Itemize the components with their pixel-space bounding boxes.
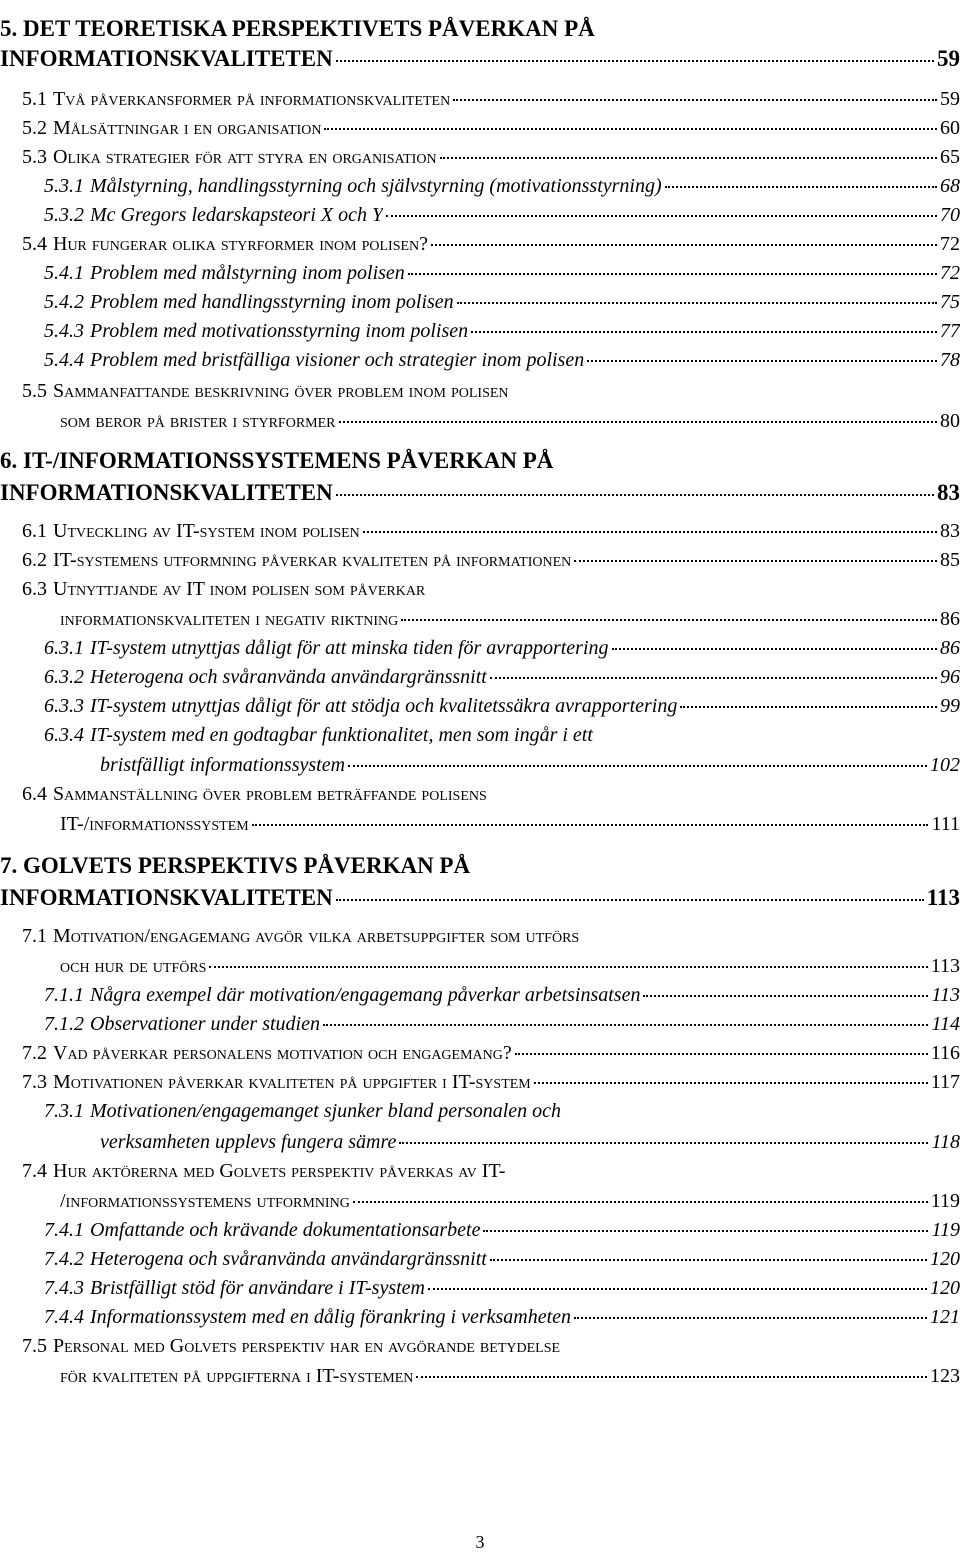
dot-leader [431,244,937,246]
toc-entry-number: 5.4.1 [44,262,84,284]
dot-leader [440,157,937,159]
toc-entry-number: 5.1 [22,88,47,110]
dot-leader [336,899,924,901]
toc-page-number: 113 [931,984,960,1006]
toc-entry-number: 7.4.4 [44,1306,84,1328]
toc-entry-line1 [0,853,470,879]
dot-leader [471,331,937,333]
toc-entry-title-line2: INFORMATIONSKVALITETEN [0,885,333,910]
page-number: 3 [475,1532,485,1552]
toc-entry-line [22,88,960,111]
toc-entry-line2 [0,480,960,506]
toc-entry-line2 [0,46,960,72]
toc-page-number: 80 [940,410,960,432]
dot-leader [386,215,937,217]
toc-entry-line1 [0,578,425,601]
toc-entry-line [44,291,960,314]
toc-entry-number: 7.4.1 [44,1219,84,1241]
toc-entry-title-line1: Personal med Golvets perspektiv har en avgörande betydelse [53,1335,561,1357]
toc-page-number: 117 [930,1071,960,1093]
toc-entry-title-line2: och hur de utförs [60,955,207,977]
toc-entry-line [44,1219,960,1242]
toc-page-number: 78 [940,349,960,371]
toc-entry-line1 [0,380,509,403]
dot-leader [643,995,928,997]
toc-entry-title: Mc Gregors ledarskapsteori X och Y [90,204,384,226]
toc-entry-number: 7.3.1 [44,1100,84,1122]
toc-entry-line1 [0,783,487,806]
toc-entry-line [44,1013,960,1036]
toc-entry-title: Två påverkansformer på informationskvaliteten [53,88,451,110]
toc-entry-title: Motivationen påverkar kvaliteten på uppgifter i IT-system [53,1071,531,1093]
toc-entry-title: Målsättningar i en organisation [53,117,322,139]
toc-entry-line2 [60,813,960,836]
toc-entry-line1 [0,925,579,948]
toc-page-number: 83 [937,480,960,505]
toc-chapter-title-line1: 7. GOLVETS PERSPEKTIVS PÅVERKAN PÅ [0,853,471,878]
dot-leader [574,1317,927,1319]
toc-entry-title: Olika strategier för att styra en organisation [53,146,437,168]
toc-page-number: 60 [940,117,960,139]
toc-entry-title-line1: Hur aktörerna med Golvets perspektiv påverkas av IT- [53,1160,506,1182]
toc-entry-title: Utveckling av IT-system inom polisen [53,520,360,542]
toc-entry-line [44,1306,960,1329]
toc-page-number: 59 [937,46,960,71]
toc-page-number: 99 [940,695,960,717]
toc-entry-title: Problem med handlingsstyrning inom polisen [90,291,454,313]
toc-page-number: 77 [940,320,960,342]
toc-entry-line [44,262,960,285]
toc-entry-number: 7.1.2 [44,1013,84,1035]
toc-page-number: 114 [931,1013,960,1035]
dot-leader [453,99,937,101]
toc-entry-title-line1: Sammanställning över problem beträffande polisens [53,783,487,805]
dot-leader [399,1142,928,1144]
toc-page-number: 121 [930,1306,960,1328]
toc-entry-number: 6.3.3 [44,695,84,717]
toc-entry-number: 7.1 [22,925,47,947]
toc-page-number: 119 [930,1190,960,1212]
toc-entry-line [44,695,960,718]
toc-entry-title-line1: IT-system med en godtagbar funktionalitet, men som ingår i ett [90,724,593,746]
toc-entry-line [44,175,960,198]
dot-leader [457,302,937,304]
toc-entry-number: 7.3 [22,1071,47,1093]
toc-entry-number: 5.4.2 [44,291,84,313]
toc-page-number: 86 [940,637,960,659]
toc-entry-number: 7.5 [22,1335,47,1357]
toc-page-number: 83 [940,520,960,542]
toc-entry-title: Heterogena och svåranvända användargränssnitt [90,1248,487,1270]
toc-entry-number: 6.3.4 [44,724,84,746]
toc-entry-number: 5.4.4 [44,349,84,371]
dot-leader [324,128,937,130]
toc-entry-line1 [0,724,593,747]
toc-entry-number: 5.2 [22,117,47,139]
toc-entry-title: IT-systemens utformning påverkar kvaliteten på informationen [53,549,572,571]
dot-leader [483,1230,928,1232]
toc-entry-line [22,549,960,572]
dot-leader [515,1053,928,1055]
toc-entry-line2 [60,608,960,631]
toc-page-number: 75 [940,291,960,313]
toc-entry-title-line2: informationskvaliteten i negativ riktning [60,608,399,630]
toc-page-number: 72 [940,262,960,284]
toc-entry-number: 5.3.1 [44,175,84,197]
toc-entry-line1 [0,16,595,42]
toc-entry-number: 6.2 [22,549,47,571]
toc-entry-line [44,1248,960,1271]
toc-entry-title: Problem med bristfälliga visioner och strategier inom polisen [90,349,585,371]
toc-entry-line2 [0,885,960,911]
toc-page-number: 72 [940,233,960,255]
dot-leader [336,60,934,62]
toc-entry-title: Hur fungerar olika styrformer inom polisen? [53,233,429,255]
dot-leader [534,1082,928,1084]
toc-entry-title: Problem med motivationsstyrning inom polisen [90,320,469,342]
toc-entry-number: 7.1.1 [44,984,84,1006]
toc-entry-line1 [0,1160,505,1183]
toc-entry-line [44,204,960,227]
toc-entry-line [22,1071,960,1094]
dot-leader [336,494,934,496]
toc-entry-title-line1: Utnyttjande av IT inom polisen som påverkar [53,578,426,600]
toc-entry-title-line2: IT-/informationssystem [60,813,249,835]
toc-entry-title: Heterogena och svåranvända användargränssnitt [90,666,487,688]
toc-chapter-title-line1: 5. DET TEORETISKA PERSPEKTIVETS PÅVERKAN PÅ [0,16,595,41]
toc-entry-line1 [0,1100,561,1123]
dot-leader [348,765,927,767]
toc-entry-number: 6.3.2 [44,666,84,688]
toc-entry-title-line1: Motivationen/engagemanget sjunker bland personalen och [90,1100,562,1122]
toc-entry-number: 6.1 [22,520,47,542]
toc-entry-title: Problem med målstyrning inom polisen [90,262,405,284]
dot-leader [408,273,937,275]
toc-entry-line [44,349,960,372]
dot-leader [209,966,927,968]
toc-page-number: 85 [940,549,960,571]
toc-entry-title-line2: bristfälligt informationssystem [100,754,346,776]
toc-entry-title-line2: INFORMATIONSKVALITETEN [0,480,333,505]
toc-entry-line [22,520,960,543]
toc-entry-number: 5.5 [22,380,47,402]
dot-leader [339,421,937,423]
dot-leader [416,1376,927,1378]
toc-page-number: 113 [926,885,960,910]
toc-entry-number: 7.2 [22,1042,47,1064]
toc-page-number: 68 [940,175,960,197]
toc-entry-number: 5.3.2 [44,204,84,226]
toc-page-number: 65 [940,146,960,168]
dot-leader [490,677,937,679]
toc-entry-title-line1: Motivation/engagemang avgör vilka arbetsuppgifter som utförs [53,925,580,947]
toc-entry-number: 5.4.3 [44,320,84,342]
toc-entry-line [22,233,960,256]
toc-entry-title: IT-system utnyttjas dåligt för att minska tiden för avrapportering [90,637,609,659]
toc-entry-line1 [0,1335,560,1358]
toc-page-number: 102 [930,754,960,776]
toc-chapter-title-line1: 6. IT-/INFORMATIONSSYSTEMENS PÅVERKAN PÅ [0,448,554,473]
toc-entry-line [22,1042,960,1065]
toc-entry-line [44,637,960,660]
toc-entry-title: Målstyrning, handlingsstyrning och självstyrning (motivationsstyrning) [90,175,662,197]
dot-leader [401,619,937,621]
dot-leader [353,1201,928,1203]
toc-entry-title: IT-system utnyttjas dåligt för att stödja och kvalitetssäkra avrapportering [90,695,678,717]
toc-entry-line [22,146,960,169]
toc-entry-line [22,117,960,140]
dot-leader [428,1288,927,1290]
toc-entry-number: 7.4.2 [44,1248,84,1270]
dot-leader [574,560,937,562]
dot-leader [587,360,937,362]
toc-entry-line [44,320,960,343]
toc-entry-title: Vad påverkar personalens motivation och engagemang? [53,1042,512,1064]
dot-leader [612,648,938,650]
toc-entry-title: Bristfälligt stöd för användare i IT-system [90,1277,425,1299]
toc-entry-line2 [60,410,960,433]
dot-leader [363,531,937,533]
toc-entry-line1 [0,448,553,474]
toc-entry-line [44,1277,960,1300]
toc-entry-title-line2: som beror på brister i styrformer [60,410,336,432]
toc-page-number: 119 [931,1219,960,1241]
toc-entry-number: 7.4 [22,1160,47,1182]
toc-entry-line2 [60,955,960,978]
toc-entry-number: 6.3.1 [44,637,84,659]
toc-entry-title-line2: för kvaliteten på uppgifterna i IT-systemen [60,1365,414,1387]
toc-page-number: 111 [931,813,960,835]
toc-entry-title: Några exempel där motivation/engagemang påverkar arbetsinsatsen [90,984,641,1006]
dot-leader [680,706,937,708]
toc-page-number: 113 [930,955,960,977]
toc-entry-line2 [100,754,960,777]
toc-entry-title-line2: verksamheten upplevs fungera sämre [100,1131,397,1153]
toc-page-number: 123 [930,1365,960,1387]
toc-entry-title: Observationer under studien [90,1013,320,1035]
dot-leader [323,1024,929,1026]
toc-entry-number: 5.4 [22,233,47,255]
toc-entry-title-line1: Sammanfattande beskrivning över problem inom polisen [53,380,509,402]
toc-entry-title: Omfattande och krävande dokumentationsarbete [90,1219,481,1241]
toc-entry-title-line2: INFORMATIONSKVALITETEN [0,46,333,71]
dot-leader [252,824,929,826]
toc-entry-number: 6.4 [22,783,47,805]
toc-page-number: 70 [940,204,960,226]
toc-entry-line [44,666,960,689]
toc-entry-number: 7.4.3 [44,1277,84,1299]
toc-page-number: 96 [940,666,960,688]
toc-page-number: 59 [940,88,960,110]
dot-leader [665,186,937,188]
toc-entry-number: 6.3 [22,578,47,600]
toc-page-number: 86 [940,608,960,630]
toc-entry-line [44,984,960,1007]
toc-entry-line2 [60,1190,960,1213]
toc-page-number: 118 [931,1131,960,1153]
toc-entry-line2 [100,1131,960,1154]
toc-entry-line2 [60,1365,960,1388]
toc-entry-title-line2: /informationssystemens utformning [60,1190,350,1212]
dot-leader [490,1259,927,1261]
toc-page-number: 116 [930,1042,960,1064]
toc-entry-number: 5.3 [22,146,47,168]
toc-page-number: 120 [930,1248,960,1270]
toc-entry-title: Informationssystem med en dålig förankring i verksamheten [90,1306,572,1328]
toc-page-number: 120 [930,1277,960,1299]
